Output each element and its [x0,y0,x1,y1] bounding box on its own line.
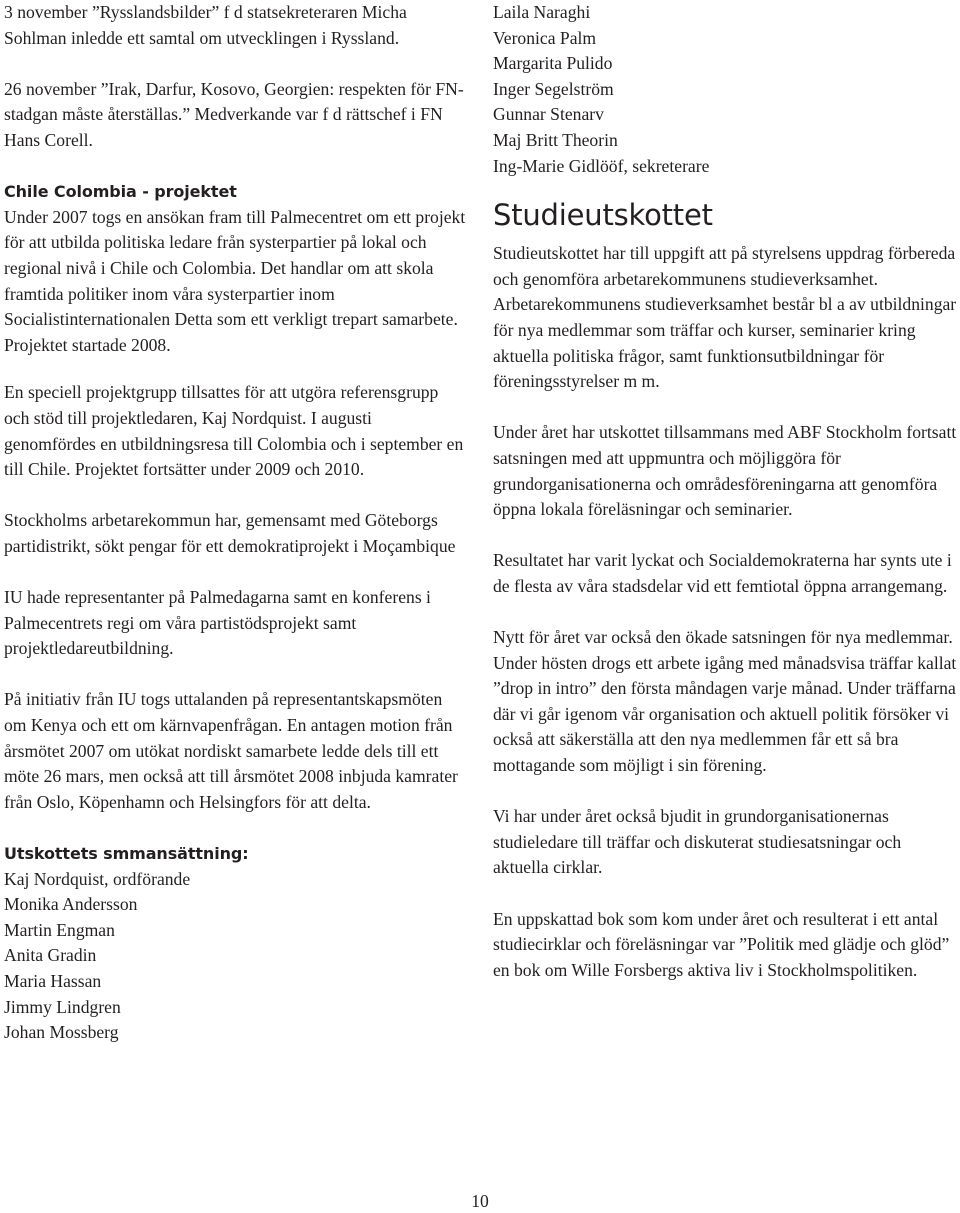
member-name: Laila Naraghi [493,2,591,22]
right-column [493,0,957,983]
committee-members-heading: Utskottets smmansättning: [4,844,249,863]
event-fn-stadgan: 26 november ”Irak, Darfur, Kosovo, Georgien: respekten för FN-stadgan måste återställas.” Medverkande var f d rättschef i FN Hans Corell. [4,78,464,150]
study-leaders-paragraph: Vi har under året också bjudit in grundorganisationernas studieledare till träffar och diskuterat studiesatsningar och aktuella cirklar. [493,806,902,878]
member-name: Ing-Marie Gidlööf, sekreterare [493,155,710,176]
member-name: Anita Gradin [4,945,97,966]
palmedagarna-paragraph: IU hade representanter på Palmedagarna samt en konferens i Palmecentrets regi om våra partistödsprojekt samt projektledareutbildning. [4,587,431,659]
event-rysslandsbilder: 3 november ”Rysslandsbilder” f d statsekreteraren Micha Sohlman inledde ett samtal om utvecklingen i Ryssland. [4,2,407,48]
abf-paragraph: Under året har utskottet tillsammans med ABF Stockholm fortsatt satsningen med att uppmuntra och möjliggöra för grundorganisationerna och områdesföreningarna att genomföra öppna lokala föreläsningar och seminarier. [493,422,957,520]
chile-project-paragraph: Under 2007 togs en ansökan fram till Palmecentret om ett projekt för att utbilda politiska ledare från systerpartier på lokal och regional nivå i Chile och Colombia. Det handlar om att skola framtida politiker inom våra systerpartier inom Socialistinternationalen Detta som ett verkligt trepart samarbete. Projektet startade 2008. [4,206,466,355]
member-name: Veronica Palm [493,27,597,48]
member-name: Gunnar Stenarv [493,104,604,125]
member-name: Kaj Nordquist, ordförande [4,868,191,889]
member-name: Martin Engman [4,919,115,940]
member-name: Jimmy Lindgren [4,996,121,1017]
committee-members-list [4,867,468,1046]
member-name: Johan Mossberg [4,1022,119,1043]
page-number: 10 [471,1191,489,1211]
committee-members-list-continued [493,0,957,179]
new-members-paragraph: Nytt för året var också den ökade satsningen för nya medlemmar. Under hösten drogs ett arbete igång med månadsvisa träffar kallat ”drop in intro” den första måndagen varje månad. Under träffarna där vi går igenom vår organisation och aktuell politik försöker vi också att säkerställa att den nya medlemmen får ett så bra mottagande som möjligt i sin förening. [493,627,957,776]
member-name: Margarita Pulido [493,53,613,74]
initiatives-paragraph: På initiativ från IU togs uttalanden på representantskapsmöten om Kenya och ett om kärnvapenfrågan. En antagen motion från årsmötet 2007 om utökat nordiskt samarbete ledde dels till ett möte 26 mars, men också att till årsmötet 2008 inbjuda kamrater från Oslo, Köpenhamn och Helsingfors för att delta. [4,689,458,812]
left-column [4,0,468,1046]
member-name: Maria Hassan [4,970,102,991]
project-group-paragraph: En speciell projektgrupp tillsattes för att utgöra referensgrupp och stöd till projektledaren, Kaj Nordquist. I augusti genomfördes en utbildningsresa till Colombia och i september en till Chile. Projektet fortsätter under 2009 och 2010. [4,382,464,480]
member-name: Inger Segelström [493,78,614,99]
studieutskottet-heading: Studieutskottet [493,198,713,233]
book-paragraph: En uppskattad bok som kom under året och resulterat i ett antal studiecirklar och föreläsningar var ”Politik med glädje och glöd” en bok om Wille Forsbergs aktiva liv i Stockholmspolitiken. [493,908,950,980]
study-purpose-paragraph: Studieutskottet har till uppgift att på styrelsens uppdrag förbereda och genomföra arbetarekommunens studieverksamhet. Arbetarekommunens studieverksamhet består bl a av utbildningar för nya medlemmar som träffar och kurser, seminarier kring aktuella politiska frågor, samt funktionsutbildningar för föreningsstyrelser m m. [493,243,957,392]
member-name: Maj Britt Theorin [493,129,618,150]
result-paragraph: Resultatet har varit lyckat och Socialdemokraterna har synts ute i de flesta av våra stadsdelar vid ett femtiotal öppna arrangemang. [493,550,952,596]
chile-colombia-heading: Chile Colombia - projektet [4,182,237,202]
mocambique-paragraph: Stockholms arbetarekommun har, gemensamt med Göteborgs partidistrikt, sökt pengar för ett demokratiprojekt i Moçambique [4,510,456,556]
member-name: Monika Andersson [4,894,138,915]
